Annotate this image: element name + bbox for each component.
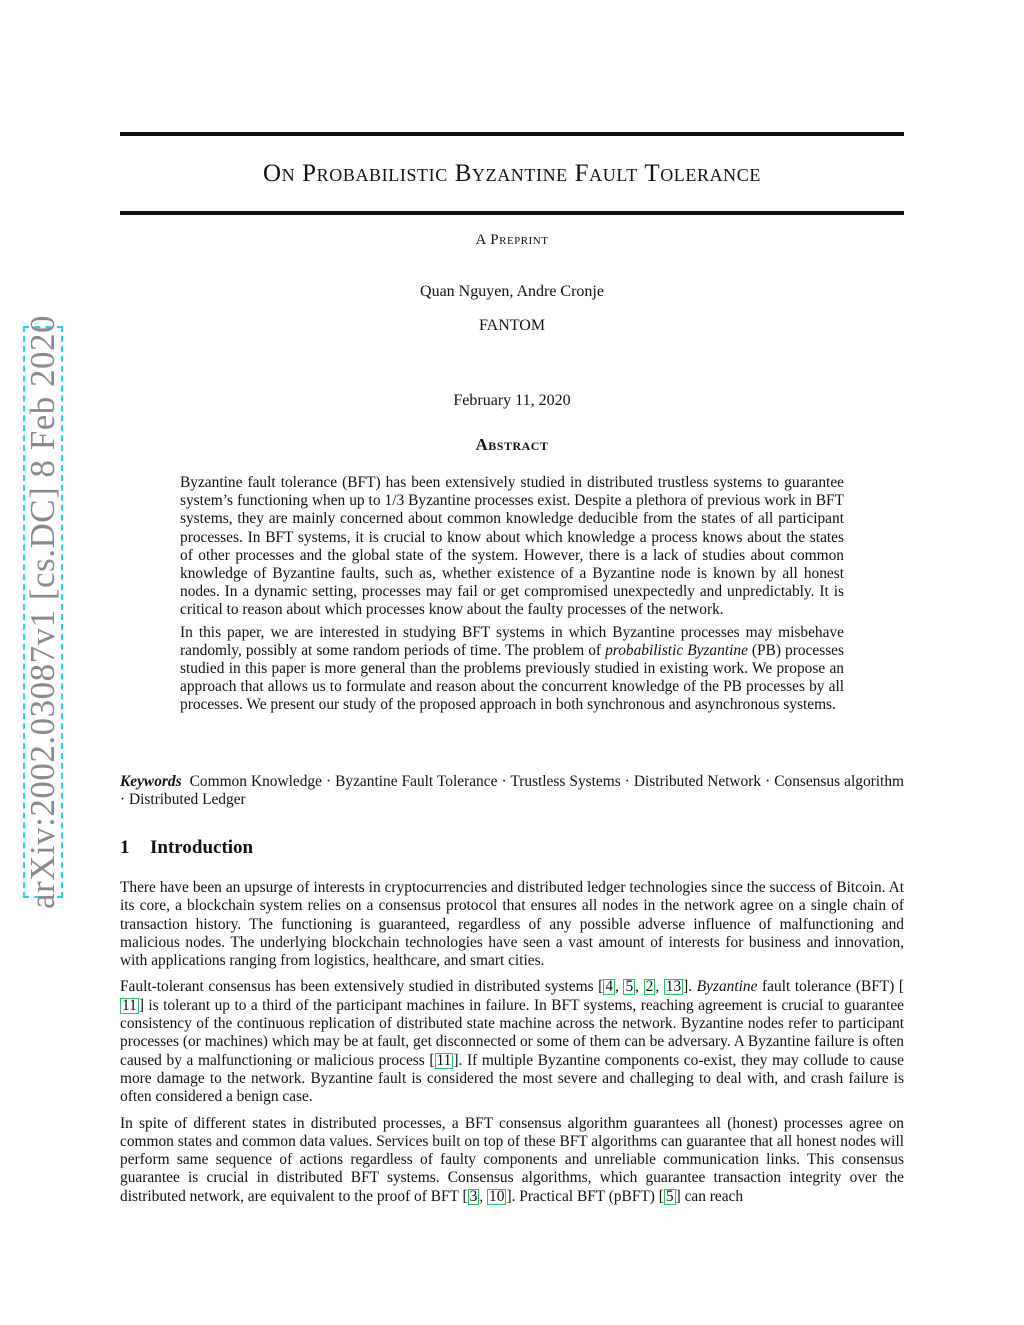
title-bottom-rule bbox=[120, 211, 904, 215]
title-word: Fault bbox=[574, 160, 638, 187]
publication-date: February 11, 2020 bbox=[453, 392, 571, 409]
abstract-paragraph: In this paper, we are interested in studying BFT systems in which Byzantine processes may misbehave randomly, possibly at some random periods of time. The problem of probabilistic Byzantine (PB) processes studied in this paper is more general than the problems previously studied in existing work. We propose an approach that allows us to formulate and reason about the concurrent knowledge of the PB processes by all processes. We present our study of the proposed approach in both synchronous and asynchronous systems. bbox=[180, 623, 845, 714]
citation-link[interactable]: 4 bbox=[605, 978, 614, 996]
title-word: Tolerance bbox=[644, 160, 761, 187]
body-text bbox=[120, 879, 904, 1214]
body-paragraph: There have been an upsurge of interests in cryptocurrencies and distributed ledger technologies since the success of Bitcoin. At its core, a blockchain system relies on a consensus protocol that ensures all nodes in the network agree on a single chain of transaction history. The functioning is guaranteed, regardless of any possible adverse influence of malfunctioning and malicious nodes. The underlying blockchain technologies have seen a vast amount of interests for business and innovation, with applications ranging from logistics, healthcare, and smart cities. bbox=[120, 879, 904, 970]
abstract-heading: Abstract bbox=[475, 435, 549, 454]
keywords bbox=[120, 773, 904, 809]
affiliation: FANTOM bbox=[478, 317, 546, 334]
paper-title bbox=[120, 160, 904, 188]
title-top-rule bbox=[120, 132, 904, 136]
citation-link[interactable]: 3 bbox=[469, 1187, 478, 1205]
arxiv-identifier[interactable]: arXiv:2002.03087v1 [cs.DC] 8 Feb 2020 bbox=[23, 314, 62, 910]
citation-link[interactable]: 10 bbox=[489, 1187, 505, 1205]
citation-link[interactable]: 2 bbox=[645, 978, 654, 996]
citation-link[interactable]: 5 bbox=[625, 978, 634, 996]
keywords-text: Common Knowledge · Byzantine Fault Tolerance · Trustless Systems · Distributed Network · Consensus algorithm · Distributed Ledger bbox=[120, 773, 904, 809]
citation-link[interactable]: 11 bbox=[436, 1051, 452, 1069]
title-word: On bbox=[263, 160, 296, 187]
body-paragraph: In spite of different states in distributed processes, a BFT consensus algorithm guarantees all (honest) processes agree on common states and common data values. Services built on top of these BFT algorithms can guarantee that all honest nodes will perform same sequence of actions regardless of faulty components and unreliable communication links. This consensus guarantee is crucial in distributed BFT systems. Consensus algorithms, which guarantee transaction integrity over the distributed network, are equivalent to the proof of BFT [ 3 , 10 ]. Practical BFT (pBFT) [ 5 ] can reach bbox=[120, 1114, 904, 1205]
authors: Quan Nguyen, Andre Cronje bbox=[420, 283, 604, 300]
abstract bbox=[180, 474, 844, 719]
keywords-label: Keywords bbox=[120, 773, 182, 790]
section-heading bbox=[120, 837, 253, 859]
citation-link[interactable]: 11 bbox=[122, 996, 137, 1014]
abstract-paragraph: Byzantine fault tolerance (BFT) has been extensively studied in distributed trustless systems to guarantee system’s functioning when up to 1/3 Byzantine processes exist. Despite a plethora of previous work in BFT systems, they are mainly concerned about common knowledge deducible from the states of all participant processes. In BFT systems, it is crucial to know about which knowledge a process knows about the states of other processes and the global state of the system. However, there is a lack of studies about common knowledge of Byzantine faults, such as, whether existence of a Byzantine node is known by all honest nodes. In a dynamic setting, processes may fail or get compromised unexpectedly and unpredictably. It is critical to reason about which processes know about the faulty processes of the network. bbox=[180, 474, 844, 619]
citation-link[interactable]: 5 bbox=[665, 1187, 674, 1205]
body-paragraph: Fault-tolerant consensus has been extensively studied in distributed systems [ 4 , 5 , 2 , 13 ]. Byzantine fault tolerance (BFT) [11 ] is tolerant up to a third of the participant machines in failure. In BFT systems, reaching agreement is crucial to guarantee consistency of the continuous replication of distributed state machine across the network. Byzantine nodes refer to participant processes (or machines) which may be at fault, get disconnected or some of them can be adversary. A Byzantine failure is often caused by a malfunctioning or malicious process [ 11 ]. If multiple Byzantine components co-exist, they may collude to cause more damage to the network. Byzantine fault is considered the most severe and challeging to deal with, and crash failure is often considered a benign case. bbox=[120, 978, 905, 1106]
section-number: 1 bbox=[120, 837, 130, 858]
section-title: Introduction bbox=[150, 837, 254, 858]
title-word: Probabilistic bbox=[302, 160, 448, 187]
preprint-label: A Preprint bbox=[475, 232, 549, 248]
title-word: Byzantine bbox=[454, 160, 568, 187]
citation-link[interactable]: 13 bbox=[665, 978, 682, 996]
